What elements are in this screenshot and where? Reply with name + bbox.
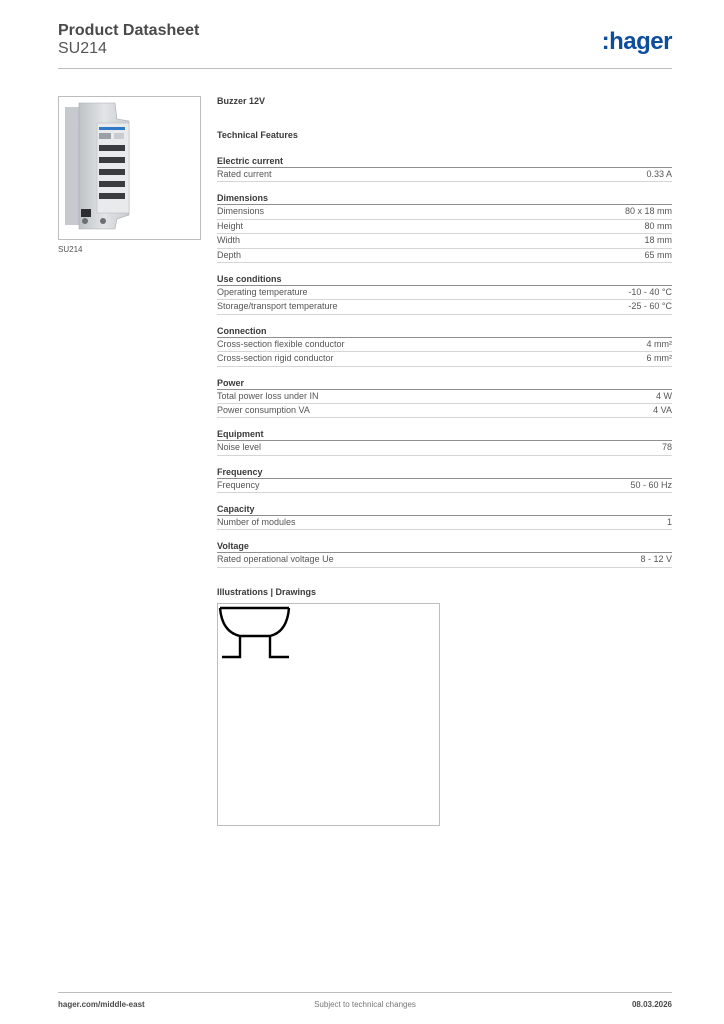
feature-section <box>217 156 672 182</box>
spec-value: 0.33 A <box>646 169 672 179</box>
spec-value: 1 <box>666 517 672 528</box>
feature-section <box>217 274 672 315</box>
spec-value: 6 mm² <box>646 353 672 364</box>
spec-row <box>217 249 672 263</box>
footer-website: hager.com/middle-east <box>58 1000 145 1009</box>
section-title: Electric current <box>217 156 672 168</box>
feature-section <box>217 429 672 455</box>
spec-row <box>217 479 672 493</box>
spec-row <box>217 338 672 352</box>
section-rows <box>217 553 672 567</box>
section-rows <box>217 390 672 419</box>
technical-features <box>217 156 672 568</box>
spec-row <box>217 390 672 404</box>
section-title: Connection <box>217 326 672 338</box>
section-title: Frequency <box>217 467 672 479</box>
spec-value: 65 mm <box>644 249 672 260</box>
spec-label: Dimensions <box>217 206 265 217</box>
spec-label: Rated operational voltage Ue <box>217 554 334 565</box>
spec-value: 78 <box>661 442 672 453</box>
spec-row <box>217 553 672 567</box>
spec-value: -10 - 40 °C <box>628 286 672 297</box>
section-title: Capacity <box>217 504 672 516</box>
spec-value: 18 mm <box>644 235 672 246</box>
spec-label: Rated current <box>217 169 272 179</box>
section-rows <box>217 516 672 530</box>
section-rows <box>217 168 672 182</box>
spec-value: 8 - 12 V <box>640 554 672 565</box>
spec-value: 4 mm² <box>646 338 672 349</box>
spec-value: 50 - 60 Hz <box>630 479 672 490</box>
spec-row <box>217 300 672 314</box>
spec-label: Storage/transport temperature <box>217 301 338 312</box>
spec-value: 80 x 18 mm <box>624 206 672 217</box>
spec-row <box>217 220 672 234</box>
spec-label: Depth <box>217 249 242 260</box>
spec-label: Noise level <box>217 442 262 453</box>
document-title: Product Datasheet <box>58 22 200 39</box>
spec-row <box>217 404 672 418</box>
spec-row <box>217 352 672 366</box>
spec-label: Cross-section rigid conductor <box>217 353 334 364</box>
page-header <box>58 22 672 69</box>
section-rows <box>217 338 672 367</box>
spec-value: 4 VA <box>653 404 672 415</box>
spec-row <box>217 234 672 248</box>
footer-date: 08.03.2026 <box>631 1000 672 1009</box>
feature-section <box>217 193 672 263</box>
section-title: Dimensions <box>217 193 672 205</box>
section-rows <box>217 441 672 455</box>
spec-label: Height <box>217 220 244 231</box>
spec-label: Operating temperature <box>217 286 308 297</box>
section-title: Equipment <box>217 429 672 441</box>
spec-label: Width <box>217 235 241 246</box>
section-title: Use conditions <box>217 274 672 286</box>
spec-label: Power consumption VA <box>217 404 310 415</box>
buzzer-symbol-icon <box>218 604 439 825</box>
footer-notice: Subject to technical changes <box>314 1000 416 1009</box>
feature-section <box>217 467 672 493</box>
section-rows <box>217 479 672 493</box>
product-photo-graphic <box>59 97 200 239</box>
section-rows <box>217 205 672 263</box>
document-subtitle: SU214 <box>58 40 107 57</box>
image-caption: SU214 <box>58 245 83 254</box>
spec-row <box>217 168 672 182</box>
product-name: Buzzer 12V <box>217 96 266 106</box>
illustrations-heading: Illustrations | Drawings <box>217 586 317 597</box>
section-rows <box>217 286 672 315</box>
spec-label: Number of modules <box>217 517 296 528</box>
features-heading: Technical Features <box>217 130 298 140</box>
drawing-frame <box>217 603 440 826</box>
spec-label: Total power loss under IN <box>217 390 319 401</box>
product-photo <box>58 96 201 240</box>
spec-row <box>217 441 672 455</box>
spec-value: 4 W <box>655 390 672 401</box>
spec-row <box>217 205 672 219</box>
spec-label: Frequency <box>217 479 260 490</box>
spec-label: Cross-section flexible conductor <box>217 338 345 349</box>
feature-section <box>217 541 672 567</box>
feature-section <box>217 326 672 367</box>
spec-value: 80 mm <box>644 220 672 231</box>
page-footer <box>58 992 672 1014</box>
feature-section <box>217 378 672 419</box>
spec-row <box>217 516 672 530</box>
datasheet-content <box>217 96 672 826</box>
hager-logo: :hager <box>601 28 672 55</box>
spec-value: -25 - 60 °C <box>628 301 672 312</box>
spec-row <box>217 286 672 300</box>
section-title: Voltage <box>217 541 672 553</box>
section-title: Power <box>217 378 672 390</box>
feature-section <box>217 504 672 530</box>
